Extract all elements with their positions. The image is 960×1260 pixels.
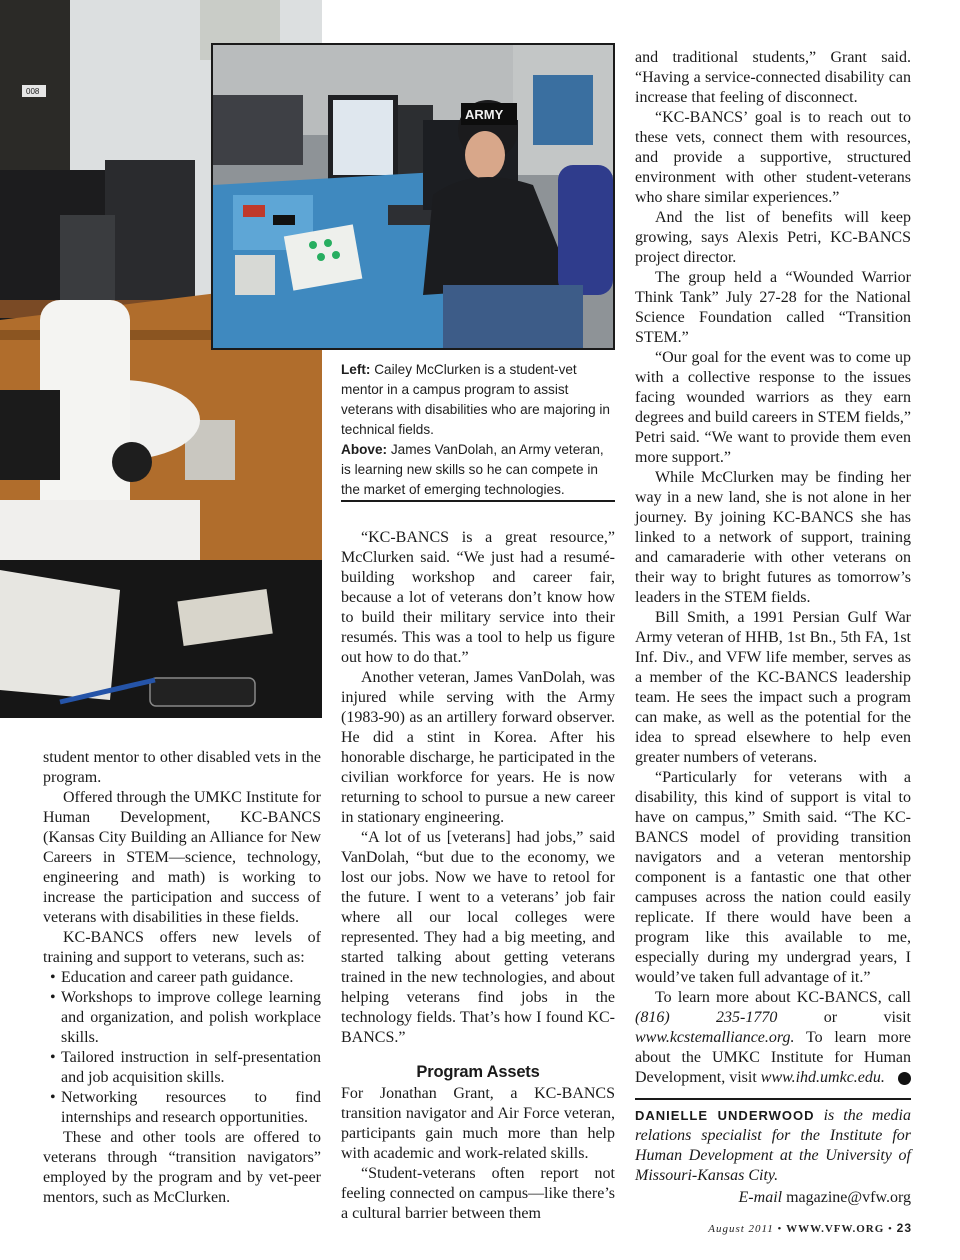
paragraph: “KC-BANCS’ goal is to reach out to these vets, connect them with resources, and provide a supportive, structured environment with other student-veterans who share similar experiences.”: [635, 109, 911, 206]
caption-left-label: Left:: [341, 362, 371, 377]
list-item: • Networking resources to find internships and research opportunities.: [43, 1088, 321, 1128]
paragraph: Offered through the UMKC Institute for Human Development, KC-BANCS (Kansas City Building an Alliance for New Careers in STEM—science, technology, engineering and math) is working to increase the participation and success of veterans with disabilities in these fields.: [43, 789, 321, 926]
email-label: E-mail: [738, 1189, 783, 1206]
author-name: DANIELLE UNDERWOOD: [635, 1108, 815, 1123]
list-item: • Tailored instruction in self-presentation and job acquisition skills.: [43, 1048, 321, 1088]
bio-text: is the media relations specialist for the Institute for Human Development at the University of Missouri-Kansas City.: [635, 1107, 911, 1184]
paragraph: “Student-veterans often report not feeling connected on campus—like there’s a cultural barrier between them: [341, 1165, 615, 1222]
list-item: • Education and career path guidance.: [43, 968, 321, 988]
author-bio: [635, 1106, 911, 1186]
paragraph: These and other tools are offered to veterans through “transition navigators” employed by the program and by vet-peer mentors, such as McClurken.: [43, 1129, 321, 1206]
paragraph: Another veteran, James VanDolah, was injured while serving with the Army (1983-90) as an artillery forward observer. He did a stint in Korea. After his honorable discharge, he participated in the civilian workforce for years. He is now returning to school to pursue a new career in stationary engineering.: [341, 669, 615, 826]
paragraph: Bill Smith, a 1991 Persian Gulf War Army veteran of HHB, 1st Bn., 5th FA, 1st Inf. Div., and VFW life member, serves as a member of the KC-BANCS leadership team. He sees the impact such a program can make, as well as the potential for the idea to spread elsewhere to help even greater numbers of veterans.: [635, 609, 911, 766]
paragraph: “Our goal for the event was to come up with a collective response to the issues facing wounded warriors as they earn degrees and build careers in STEM fields,” Petri said. “We want to provide them even more support.”: [635, 349, 911, 466]
paragraph: student mentor to other disabled vets in the program.: [43, 749, 321, 786]
page-footer: August 2011 • WWW.VFW.ORG • 23: [708, 1221, 912, 1235]
army-cap-text: ARMY: [465, 107, 504, 122]
link-kcstem[interactable]: www.kcstemalliance.org.: [635, 1029, 795, 1046]
phone-number: (816) 235-1770: [635, 1009, 778, 1026]
site-url[interactable]: WWW.VFW.ORG: [786, 1223, 885, 1235]
room-number: 008: [26, 87, 40, 96]
benefits-list: [43, 968, 321, 1128]
caption-above-text: James VanDolah, an Army veteran, is learning new skills so he can compete in the market of emerging technologies.: [341, 442, 604, 497]
photo-caption: [341, 360, 614, 500]
link-ihd[interactable]: www.ihd.umkc.edu.: [760, 1069, 885, 1086]
column-3: [635, 48, 927, 1088]
caption-divider: [341, 500, 615, 502]
caption-above-label: Above:: [341, 442, 388, 457]
paragraph: And the list of benefits will keep growing, says Alexis Petri, KC-BANCS project director.: [635, 209, 911, 266]
paragraph: While McClurken may be finding her way in a new land, she is not alone in her journey. By joining KC-BANCS she has linked to a network of support, training and camaraderie with other veterans on their way to bright futures as tomorrow’s leaders in the STEM fields.: [635, 469, 911, 606]
paragraph: “KC-BANCS is a great resource,” McClurken said. “We just had a resumé-building workshop and career fair, because a lot of veterans don’t know how to build their military service into their resumés. This was a tool to help us figure out how to do that.”: [341, 529, 615, 666]
paragraph: The group held a “Wounded Warrior Think Tank” July 27-28 for the National Science Foundation called “Transition STEM.”: [635, 269, 911, 346]
caption-left-text: Cailey McClurken is a student-vet mentor in a campus program to assist veterans with disabilities who are majoring in technical fields.: [341, 362, 610, 437]
page-number: 23: [896, 1221, 912, 1235]
list-item: • Workshops to improve college learning and organization, and polish workplace skills.: [43, 988, 321, 1048]
bio-email: [635, 1188, 911, 1208]
column-1: [43, 748, 321, 1208]
email-address[interactable]: magazine@vfw.org: [782, 1189, 911, 1206]
bio-divider: [635, 1098, 911, 1100]
section-heading: Program Assets: [416, 1063, 540, 1081]
paragraph: KC-BANCS offers new levels of training and support to veterans, such as:: [43, 929, 321, 966]
paragraph: For Jonathan Grant, a KC-BANCS transition navigator and Air Force veteran, participants gain much more than help with academic and work-related skills.: [341, 1085, 615, 1162]
paragraph: “Particularly for veterans with a disability, this kind of support is vital to have on campus,” Smith said. “The KC-BANCS model of providing transition navigators and a veteran mentorship component is a fantastic one that other campuses across the nation could easily replicate. If there would have been a program like this available to me, especially during my undergrad years, I would’ve taken full advantage of it.”: [635, 769, 911, 986]
issue-date: August 2011: [708, 1223, 774, 1235]
paragraph-contact: To learn more about KC-BANCS, call (816) 235-1770 or visit www.kcstemalliance.org. To learn more about the UMKC Institute for Human Development, visit www.ihd.umkc.edu. ✪: [635, 989, 927, 1086]
column-2: [341, 528, 615, 1224]
photo-veteran-workstation: [211, 43, 615, 350]
paragraph: and traditional students,” Grant said. “Having a service-connected disability can increase that feeling of disconnect.: [635, 49, 911, 106]
end-mark-icon: ✪: [898, 1072, 911, 1085]
workstation-illustration: [213, 45, 613, 348]
paragraph: “A lot of us [veterans] had jobs,” said VanDolah, “but due to the economy, we lost our jobs. Now we have to retool for the future. I went to a veterans’ job fair where all our local colleges were represented. They had a big meeting, and started talking about getting veterans trained in the new technologies, and about helping veterans find jobs in the technology fields. That’s how I found KC-BANCS.”: [341, 829, 615, 1046]
